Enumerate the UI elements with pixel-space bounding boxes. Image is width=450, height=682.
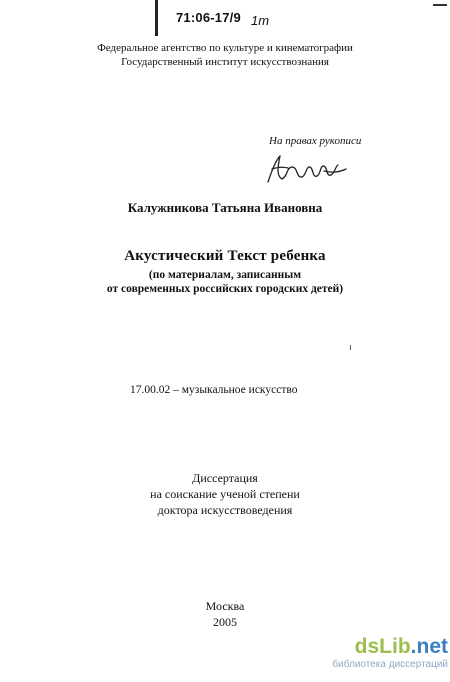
corner-mark xyxy=(433,4,447,14)
watermark-caption: библиотека диссертаций xyxy=(332,659,448,670)
handwritten-note: 1т xyxy=(251,13,270,28)
margin-bar xyxy=(155,0,158,36)
dissertation-subtitle xyxy=(0,268,450,296)
degree-line-3: доктора искусствоведения xyxy=(157,503,293,517)
author-name: Калужникова Татьяна Ивановна xyxy=(127,200,323,215)
degree-line-2: на соискание ученой степени xyxy=(150,487,300,501)
library-stamp-code: 71:06-17/9 xyxy=(176,10,241,25)
place: Москва xyxy=(205,599,245,613)
specialty-code: 17.00.02 – музыкальное искусство xyxy=(130,384,298,396)
agency-line-1: Федеральное агентство по культуре и кинематографии xyxy=(97,42,353,54)
place-and-year xyxy=(0,598,450,630)
degree-line-1: Диссертация xyxy=(192,471,258,485)
year: 2005 xyxy=(213,615,237,629)
subtitle-line-1: (по материалам, записанным xyxy=(148,269,302,281)
institution-header xyxy=(0,41,450,69)
watermark-logo-part-1: dsLib xyxy=(354,635,411,658)
watermark-logo-part-2: .net xyxy=(410,635,448,658)
watermark xyxy=(318,636,448,670)
scan-speck xyxy=(350,345,351,350)
signature-icon xyxy=(262,152,348,186)
dissertation-degree xyxy=(0,470,450,518)
agency-line-2: Государственный институт искусствознания xyxy=(121,56,329,68)
dissertation-title: Акустический Текст ребенка xyxy=(124,248,326,264)
manuscript-rights: На правах рукописи xyxy=(269,135,362,147)
watermark-logo xyxy=(318,636,448,658)
subtitle-line-2: от современных российских городских детей) xyxy=(106,283,344,295)
